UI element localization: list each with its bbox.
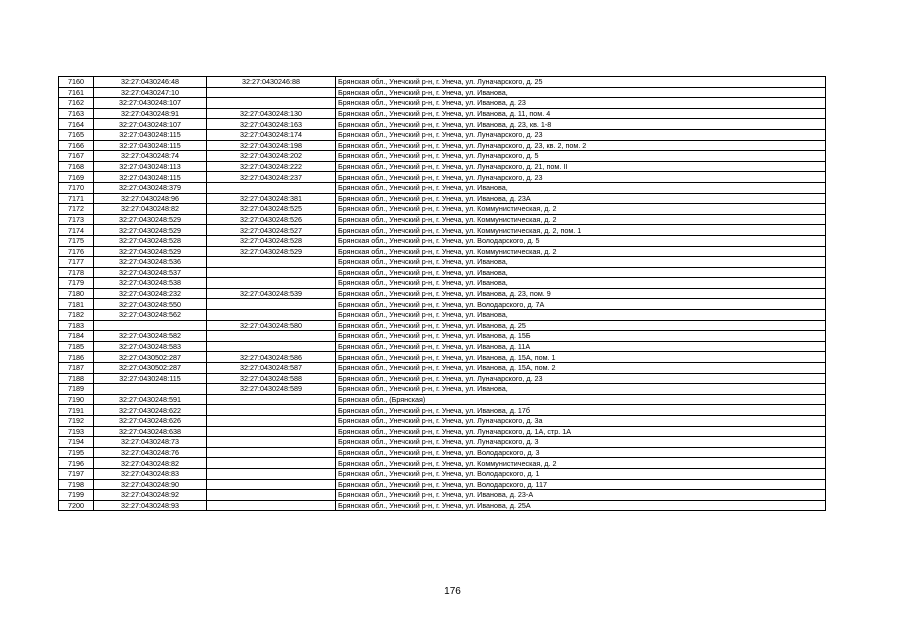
address: Брянская обл., Унечский р-н, г. Унеча, ул. Луначарского, д. 3а [336, 416, 826, 427]
row-number: 7195 [59, 447, 94, 458]
row-number: 7190 [59, 394, 94, 405]
address: Брянская обл., Унечский р-н, г. Унеча, ул. Иванова, д. 23-А [336, 490, 826, 501]
address: Брянская обл., Унечский р-н, г. Унеча, ул. Коммунистическая, д. 2 [336, 246, 826, 257]
row-number: 7165 [59, 129, 94, 140]
row-number: 7179 [59, 278, 94, 289]
table-row [59, 225, 826, 236]
cadastral-number: 32:27:0430247:10 [94, 87, 207, 98]
cadastral-number: 32:27:0430248:529 [94, 225, 207, 236]
linked-cadastral-number: 32:27:0430248:539 [207, 288, 336, 299]
linked-cadastral-number [207, 331, 336, 342]
address: Брянская обл., Унечский р-н, г. Унеча, ул. Иванова, [336, 310, 826, 321]
cadastral-number: 32:27:0430248:232 [94, 288, 207, 299]
cadastral-number: 32:27:0430248:93 [94, 500, 207, 511]
address: Брянская обл., Унечский р-н, г. Унеча, ул. Коммунистическая, д. 2, пом. 1 [336, 225, 826, 236]
address: Брянская обл., Унечский р-н, г. Унеча, ул. Володарского, д. 117 [336, 479, 826, 490]
cadastral-number: 32:27:0430248:538 [94, 278, 207, 289]
linked-cadastral-number: 32:27:0430248:589 [207, 384, 336, 395]
address: Брянская обл., Унечский р-н, г. Унеча, ул. Иванова, [336, 87, 826, 98]
address: Брянская обл., Унечский р-н, г. Унеча, ул. Иванова, д. 25А [336, 500, 826, 511]
cadastral-number: 32:27:0430248:529 [94, 214, 207, 225]
row-number: 7191 [59, 405, 94, 416]
address: Брянская обл., Унечский р-н, г. Унеча, ул. Иванова, д. 11, пом. 4 [336, 108, 826, 119]
linked-cadastral-number: 32:27:0430248:527 [207, 225, 336, 236]
linked-cadastral-number: 32:27:0430248:529 [207, 246, 336, 257]
row-number: 7171 [59, 193, 94, 204]
linked-cadastral-number: 32:27:0430248:528 [207, 235, 336, 246]
row-number: 7180 [59, 288, 94, 299]
table-row [59, 405, 826, 416]
row-number: 7186 [59, 352, 94, 363]
row-number: 7163 [59, 108, 94, 119]
row-number: 7198 [59, 479, 94, 490]
linked-cadastral-number: 32:27:0430248:588 [207, 373, 336, 384]
row-number: 7182 [59, 310, 94, 321]
row-number: 7193 [59, 426, 94, 437]
cadastral-number: 32:27:0430248:379 [94, 182, 207, 193]
table-row [59, 479, 826, 490]
cadastral-number: 32:27:0430248:583 [94, 341, 207, 352]
cadastral-number: 32:27:0430248:626 [94, 416, 207, 427]
address: Брянская обл., Унечский р-н, г. Унеча, ул. Иванова, д. 15Б [336, 331, 826, 342]
table-row [59, 108, 826, 119]
address: Брянская обл., Унечский р-н, г. Унеча, ул. Иванова, д. 17б [336, 405, 826, 416]
cadastral-number: 32:27:0430248:115 [94, 373, 207, 384]
address: Брянская обл., Унечский р-н, г. Унеча, ул. Иванова, д. 25 [336, 320, 826, 331]
row-number: 7188 [59, 373, 94, 384]
cadastral-number: 32:27:0430248:537 [94, 267, 207, 278]
linked-cadastral-number [207, 98, 336, 109]
cadastral-number: 32:27:0430248:115 [94, 129, 207, 140]
table-row [59, 331, 826, 342]
linked-cadastral-number [207, 394, 336, 405]
table-row [59, 246, 826, 257]
cadastral-number: 32:27:0430248:83 [94, 468, 207, 479]
row-number: 7194 [59, 437, 94, 448]
table-row [59, 288, 826, 299]
table-row [59, 87, 826, 98]
table-row [59, 161, 826, 172]
address: Брянская обл., Унечский р-н, г. Унеча, ул. Володарского, д. 5 [336, 235, 826, 246]
row-number: 7172 [59, 204, 94, 215]
table-row [59, 384, 826, 395]
cadastral-number: 32:27:0430248:73 [94, 437, 207, 448]
row-number: 7197 [59, 468, 94, 479]
cadastral-number: 32:27:0430248:107 [94, 119, 207, 130]
address: Брянская обл., Унечский р-н, г. Унеча, ул. Коммунистическая, д. 2 [336, 458, 826, 469]
row-number: 7176 [59, 246, 94, 257]
table-row [59, 98, 826, 109]
row-number: 7167 [59, 151, 94, 162]
address: Брянская обл., Унечский р-н, г. Унеча, ул. Иванова, [336, 267, 826, 278]
row-number: 7162 [59, 98, 94, 109]
row-number: 7189 [59, 384, 94, 395]
linked-cadastral-number [207, 479, 336, 490]
row-number: 7183 [59, 320, 94, 331]
address: Брянская обл., Унечский р-н, г. Унеча, ул. Луначарского, д. 23 [336, 373, 826, 384]
cadastral-number: 32:27:0430248:550 [94, 299, 207, 310]
table-row [59, 458, 826, 469]
table-row [59, 77, 826, 88]
address: Брянская обл., Унечский р-н, г. Унеча, ул. Луначарского, д. 23 [336, 172, 826, 183]
table-row [59, 119, 826, 130]
cadastral-number: 32:27:0430248:115 [94, 172, 207, 183]
cadastral-number: 32:27:0430248:115 [94, 140, 207, 151]
table-row [59, 416, 826, 427]
linked-cadastral-number [207, 490, 336, 501]
address: Брянская обл., Унечский р-н, г. Унеча, ул. Луначарского, д. 25 [336, 77, 826, 88]
row-number: 7173 [59, 214, 94, 225]
cadastral-number [94, 320, 207, 331]
address: Брянская обл., Унечский р-н, г. Унеча, ул. Коммунистическая, д. 2 [336, 204, 826, 215]
address: Брянская обл., Унечский р-н, г. Унеча, ул. Иванова, [336, 257, 826, 268]
row-number: 7187 [59, 363, 94, 374]
linked-cadastral-number: 32:27:0430248:587 [207, 363, 336, 374]
table-row [59, 320, 826, 331]
cadastral-number: 32:27:0430248:528 [94, 235, 207, 246]
cadastral-number: 32:27:0430246:48 [94, 77, 207, 88]
table-row [59, 426, 826, 437]
address: Брянская обл., Унечский р-н, г. Унеча, ул. Иванова, д. 23 [336, 98, 826, 109]
linked-cadastral-number [207, 267, 336, 278]
table-row [59, 182, 826, 193]
table-row [59, 299, 826, 310]
table-body [59, 77, 826, 511]
linked-cadastral-number: 32:27:0430248:526 [207, 214, 336, 225]
address: Брянская обл., Унечский р-н, г. Унеча, ул. Иванова, [336, 384, 826, 395]
address: Брянская обл., Унечский р-н, г. Унеча, ул. Иванова, д. 23, кв. 1-8 [336, 119, 826, 130]
table-row [59, 267, 826, 278]
row-number: 7199 [59, 490, 94, 501]
row-number: 7174 [59, 225, 94, 236]
row-number: 7177 [59, 257, 94, 268]
cadastral-number: 32:27:0430248:536 [94, 257, 207, 268]
cadastral-number: 32:27:0430248:96 [94, 193, 207, 204]
table-row [59, 500, 826, 511]
linked-cadastral-number [207, 500, 336, 511]
linked-cadastral-number: 32:27:0430248:174 [207, 129, 336, 140]
row-number: 7181 [59, 299, 94, 310]
address: Брянская обл., Унечский р-н, г. Унеча, ул. Луначарского, д. 23, кв. 2, пом. 2 [336, 140, 826, 151]
table-row [59, 447, 826, 458]
cadastral-number: 32:27:0430248:90 [94, 479, 207, 490]
linked-cadastral-number [207, 182, 336, 193]
cadastral-number: 32:27:0430248:582 [94, 331, 207, 342]
address: Брянская обл., Унечский р-н, г. Унеча, ул. Луначарского, д. 23 [336, 129, 826, 140]
linked-cadastral-number [207, 405, 336, 416]
row-number: 7200 [59, 500, 94, 511]
cadastral-number: 32:27:0430248:638 [94, 426, 207, 437]
table-row [59, 468, 826, 479]
linked-cadastral-number [207, 310, 336, 321]
linked-cadastral-number: 32:27:0430248:525 [207, 204, 336, 215]
linked-cadastral-number: 32:27:0430248:130 [207, 108, 336, 119]
cadastral-number: 32:27:0430248:82 [94, 458, 207, 469]
address: Брянская обл., Унечский р-н, г. Унеча, ул. Володарского, д. 7А [336, 299, 826, 310]
linked-cadastral-number: 32:27:0430248:580 [207, 320, 336, 331]
address: Брянская обл., Унечский р-н, г. Унеча, ул. Володарского, д. 1 [336, 468, 826, 479]
linked-cadastral-number: 32:27:0430248:202 [207, 151, 336, 162]
row-number: 7160 [59, 77, 94, 88]
row-number: 7166 [59, 140, 94, 151]
cadastral-number: 32:27:0430248:529 [94, 246, 207, 257]
linked-cadastral-number: 32:27:0430248:222 [207, 161, 336, 172]
linked-cadastral-number [207, 87, 336, 98]
table-row [59, 341, 826, 352]
table-row [59, 310, 826, 321]
linked-cadastral-number: 32:27:0430248:586 [207, 352, 336, 363]
table-row [59, 151, 826, 162]
cadastral-number: 32:27:0430248:91 [94, 108, 207, 119]
table-row [59, 214, 826, 225]
table-row [59, 204, 826, 215]
linked-cadastral-number [207, 257, 336, 268]
table-row [59, 352, 826, 363]
cadastral-number: 32:27:0430248:622 [94, 405, 207, 416]
row-number: 7170 [59, 182, 94, 193]
row-number: 7196 [59, 458, 94, 469]
address: Брянская обл., Унечский р-н, г. Унеча, ул. Иванова, д. 15А, пом. 1 [336, 352, 826, 363]
row-number: 7185 [59, 341, 94, 352]
address: Брянская обл., Унечский р-н, г. Унеча, ул. Иванова, д. 23А [336, 193, 826, 204]
row-number: 7192 [59, 416, 94, 427]
address: Брянская обл., (Брянская) [336, 394, 826, 405]
linked-cadastral-number [207, 299, 336, 310]
row-number: 7161 [59, 87, 94, 98]
table-row [59, 437, 826, 448]
table-row [59, 172, 826, 183]
address: Брянская обл., Унечский р-н, г. Унеча, ул. Луначарского, д. 3 [336, 437, 826, 448]
cadastral-table [58, 76, 826, 511]
linked-cadastral-number [207, 468, 336, 479]
table-row [59, 257, 826, 268]
table-row [59, 129, 826, 140]
linked-cadastral-number [207, 458, 336, 469]
cadastral-number: 32:27:0430502:287 [94, 352, 207, 363]
address: Брянская обл., Унечский р-н, г. Унеча, ул. Коммунистическая, д. 2 [336, 214, 826, 225]
page-number: 176 [444, 586, 461, 597]
row-number: 7164 [59, 119, 94, 130]
cadastral-number [94, 384, 207, 395]
linked-cadastral-number: 32:27:0430248:198 [207, 140, 336, 151]
linked-cadastral-number [207, 447, 336, 458]
linked-cadastral-number: 32:27:0430246:88 [207, 77, 336, 88]
address: Брянская обл., Унечский р-н, г. Унеча, ул. Луначарского, д. 5 [336, 151, 826, 162]
cadastral-number: 32:27:0430248:74 [94, 151, 207, 162]
address: Брянская обл., Унечский р-н, г. Унеча, ул. Иванова, [336, 278, 826, 289]
table-row [59, 394, 826, 405]
row-number: 7169 [59, 172, 94, 183]
address: Брянская обл., Унечский р-н, г. Унеча, ул. Иванова, [336, 182, 826, 193]
cadastral-number: 32:27:0430248:107 [94, 98, 207, 109]
table-row [59, 235, 826, 246]
cadastral-number: 32:27:0430502:287 [94, 363, 207, 374]
address: Брянская обл., Унечский р-н, г. Унеча, ул. Иванова, д. 15А, пом. 2 [336, 363, 826, 374]
table-row [59, 193, 826, 204]
table-row [59, 278, 826, 289]
row-number: 7168 [59, 161, 94, 172]
row-number: 7178 [59, 267, 94, 278]
address: Брянская обл., Унечский р-н, г. Унеча, ул. Иванова, д. 23, пом. 9 [336, 288, 826, 299]
cadastral-number: 32:27:0430248:562 [94, 310, 207, 321]
linked-cadastral-number [207, 341, 336, 352]
row-number: 7175 [59, 235, 94, 246]
table-row [59, 140, 826, 151]
address: Брянская обл., Унечский р-н, г. Унеча, ул. Володарского, д. 3 [336, 447, 826, 458]
address: Брянская обл., Унечский р-н, г. Унеча, ул. Иванова, д. 11А [336, 341, 826, 352]
address: Брянская обл., Унечский р-н, г. Унеча, ул. Луначарского, д. 21, пом. II [336, 161, 826, 172]
linked-cadastral-number: 32:27:0430248:163 [207, 119, 336, 130]
linked-cadastral-number: 32:27:0430248:381 [207, 193, 336, 204]
linked-cadastral-number [207, 437, 336, 448]
table-row [59, 373, 826, 384]
cadastral-number: 32:27:0430248:591 [94, 394, 207, 405]
cadastral-number: 32:27:0430248:113 [94, 161, 207, 172]
linked-cadastral-number: 32:27:0430248:237 [207, 172, 336, 183]
address: Брянская обл., Унечский р-н, г. Унеча, ул. Луначарского, д. 1А, стр. 1А [336, 426, 826, 437]
cadastral-number: 32:27:0430248:82 [94, 204, 207, 215]
table-row [59, 490, 826, 501]
table-row [59, 363, 826, 374]
linked-cadastral-number [207, 278, 336, 289]
cadastral-number: 32:27:0430248:76 [94, 447, 207, 458]
row-number: 7184 [59, 331, 94, 342]
linked-cadastral-number [207, 416, 336, 427]
cadastral-number: 32:27:0430248:92 [94, 490, 207, 501]
linked-cadastral-number [207, 426, 336, 437]
